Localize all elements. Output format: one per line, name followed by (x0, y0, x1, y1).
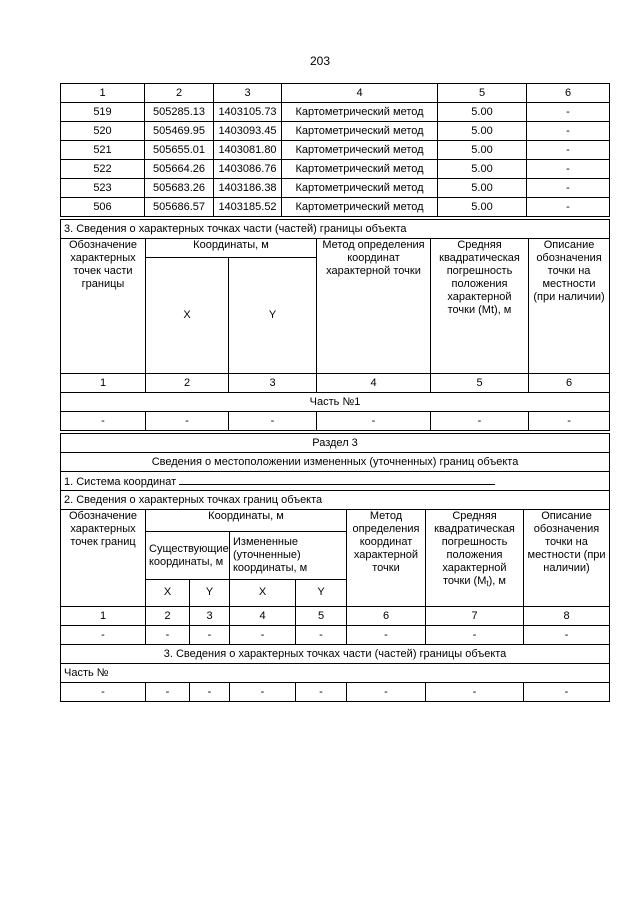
part-row (61, 664, 610, 683)
col-number: 5 (296, 607, 347, 626)
empty-cell: - (426, 626, 524, 645)
section-title-row (61, 220, 610, 239)
empty-cell: - (190, 626, 230, 645)
table-row (61, 122, 610, 141)
coord-x: 505686.57 (145, 198, 214, 217)
error: 5.00 (438, 141, 527, 160)
col-number: 1 (61, 84, 145, 103)
error: 5.00 (438, 198, 527, 217)
table-row (61, 179, 610, 198)
table-row (61, 626, 610, 645)
empty-cell: - (426, 683, 524, 702)
coord-system (61, 472, 610, 491)
coord-x: 505655.01 (145, 141, 214, 160)
section-title: 3. Сведения о характерных точках части (частей) границы объекта (61, 645, 610, 664)
empty-cell: - (431, 412, 529, 431)
column-number-row (61, 607, 610, 626)
col-number: 5 (438, 84, 527, 103)
header-description: Описание обозначения точки на местности (при наличии) (529, 239, 610, 374)
header-error-subscript: t (486, 579, 489, 588)
col-number: 3 (214, 84, 282, 103)
description: - (527, 141, 610, 160)
coord-y: 1403186.38 (214, 179, 282, 198)
coord-x: 505683.26 (145, 179, 214, 198)
header-y: Y (229, 258, 317, 374)
header-error (426, 510, 524, 607)
header-existing: Существующие координаты, м (146, 532, 230, 579)
coord-y: 1403105.73 (214, 103, 282, 122)
header-changed: Измененные (уточненные) координаты, м (230, 532, 347, 579)
section-heading: Раздел 3 (61, 434, 610, 453)
col-number: 4 (282, 84, 438, 103)
error: 5.00 (438, 122, 527, 141)
coord-y: 1403093.45 (214, 122, 282, 141)
table-row (61, 103, 610, 122)
col-number: 2 (145, 84, 214, 103)
header-designation: Обозначение характерных точек границ (61, 510, 146, 607)
col-number: 2 (146, 374, 229, 393)
empty-cell: - (347, 626, 426, 645)
header-method: Метод определения координат характерной точки (317, 239, 431, 374)
part-points-table (60, 219, 610, 431)
empty-cell: - (190, 683, 230, 702)
empty-cell: - (296, 683, 347, 702)
empty-cell: - (524, 683, 610, 702)
point-id: 519 (61, 103, 145, 122)
col-number: 3 (190, 607, 230, 626)
col-number: 6 (527, 84, 610, 103)
coord-x: 505285.13 (145, 103, 214, 122)
empty-cell: - (230, 683, 296, 702)
part-row (61, 393, 610, 412)
table-row (61, 683, 610, 702)
error: 5.00 (438, 179, 527, 198)
blank-line (179, 474, 495, 485)
table-row (61, 412, 610, 431)
header-x: X (146, 258, 229, 374)
table-header-row (61, 239, 610, 258)
part-label: Часть №1 (61, 393, 610, 412)
table-header-row (61, 84, 610, 103)
empty-cell: - (529, 412, 610, 431)
table-row (61, 198, 610, 217)
empty-cell: - (61, 626, 146, 645)
empty-cell: - (146, 626, 190, 645)
header-x: X (146, 579, 190, 606)
col-number: 1 (61, 374, 146, 393)
method: Картометрический метод (282, 103, 438, 122)
section3-table (60, 433, 610, 702)
empty-cell: - (296, 626, 347, 645)
coord-system-row (61, 472, 610, 491)
empty-cell: - (317, 412, 431, 431)
col-number: 4 (230, 607, 296, 626)
error: 5.00 (438, 103, 527, 122)
point-id: 520 (61, 122, 145, 141)
header-designation: Обозначение характерных точек части границы (61, 239, 146, 374)
method: Картометрический метод (282, 160, 438, 179)
coord-y: 1403086.76 (214, 160, 282, 179)
section-title-row (61, 491, 610, 510)
header-coordinates: Координаты, м (146, 239, 317, 258)
col-number: 5 (431, 374, 529, 393)
method: Картометрический метод (282, 179, 438, 198)
method: Картометрический метод (282, 198, 438, 217)
description: - (527, 103, 610, 122)
description: - (527, 122, 610, 141)
coord-x: 505469.95 (145, 122, 214, 141)
column-number-row (61, 374, 610, 393)
col-number: 6 (529, 374, 610, 393)
description: - (527, 198, 610, 217)
section-title-row (61, 645, 610, 664)
table-row (61, 141, 610, 160)
col-number: 8 (524, 607, 610, 626)
empty-cell: - (230, 626, 296, 645)
method: Картометрический метод (282, 122, 438, 141)
header-y: Y (296, 579, 347, 606)
description: - (527, 160, 610, 179)
coord-system-label: 1. Система координат (64, 475, 177, 488)
part-label: Часть № (61, 664, 610, 683)
empty-cell: - (61, 683, 146, 702)
section-title: 3. Сведения о характерных точках части (частей) границы объекта (61, 220, 610, 239)
page-number: 203 (309, 54, 331, 68)
coord-y: 1403185.52 (214, 198, 282, 217)
method: Картометрический метод (282, 141, 438, 160)
empty-cell: - (524, 626, 610, 645)
section-title: 2. Сведения о характерных точках границ объекта (61, 491, 610, 510)
header-description: Описание обозначения точки на местности (при наличии) (524, 510, 610, 607)
col-number: 1 (61, 607, 146, 626)
empty-cell: - (347, 683, 426, 702)
header-error: Средняя квадратическая погрешность положения характерной точки (Mt), м (431, 239, 529, 374)
header-x: X (230, 579, 296, 606)
col-number: 6 (347, 607, 426, 626)
point-id: 506 (61, 198, 145, 217)
header-method: Метод определения координат характерной точки (347, 510, 426, 607)
col-number: 3 (229, 374, 317, 393)
col-number: 4 (317, 374, 431, 393)
header-error-end: ), м (488, 575, 506, 587)
coord-x: 505664.26 (145, 160, 214, 179)
coord-y: 1403081.80 (214, 141, 282, 160)
header-error-text: Средняя квадратическая погрешность положения характерной точки (M (434, 510, 515, 587)
empty-cell: - (146, 683, 190, 702)
col-number: 2 (146, 607, 190, 626)
subheading-row (61, 453, 610, 472)
point-id: 522 (61, 160, 145, 179)
header-y: Y (190, 579, 230, 606)
header-coordinates: Координаты, м (146, 510, 347, 532)
section-heading-row (61, 434, 610, 453)
col-number: 7 (426, 607, 524, 626)
table-row (61, 160, 610, 179)
empty-cell: - (61, 412, 146, 431)
points-table (60, 83, 610, 217)
empty-cell: - (146, 412, 229, 431)
section-subheading: Сведения о местоположении измененных (уточненных) границ объекта (61, 453, 610, 472)
table-header-row (61, 510, 610, 532)
description: - (527, 179, 610, 198)
empty-cell: - (229, 412, 317, 431)
error: 5.00 (438, 160, 527, 179)
point-id: 523 (61, 179, 145, 198)
point-id: 521 (61, 141, 145, 160)
